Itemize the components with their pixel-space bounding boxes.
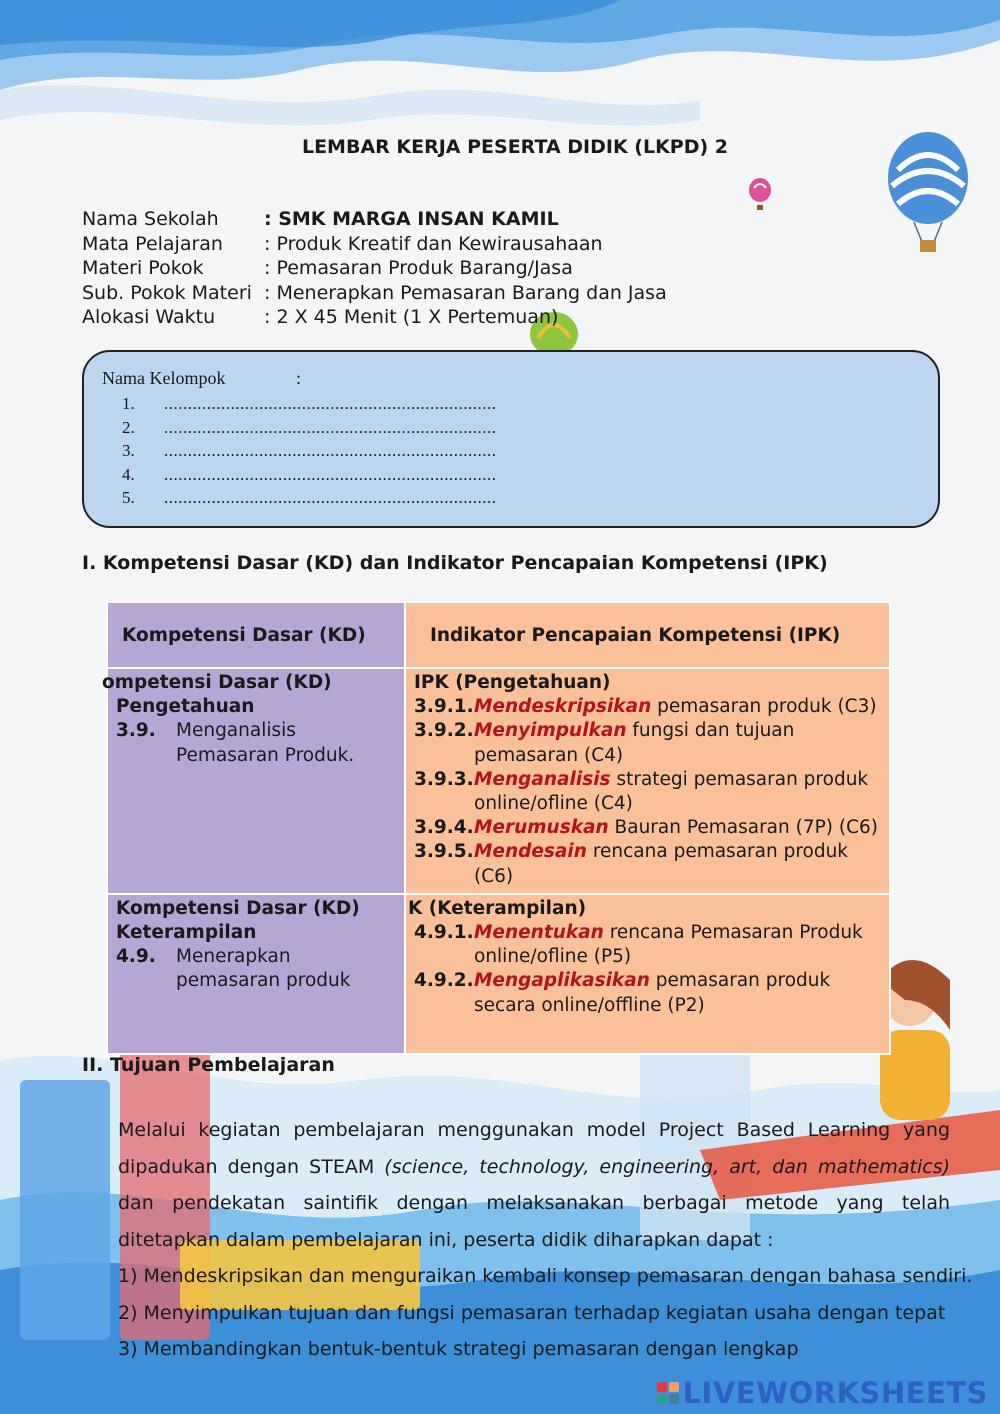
member-list (122, 392, 497, 510)
group-colon: : (296, 368, 302, 388)
header-ipk: Indikator Pencapaian Kompetensi (IPK) (405, 602, 890, 668)
ipk-item: 4.9.1. Menentukan rencana Pemasaran Produk online/ofline (P5) (414, 922, 863, 968)
table-header-row (107, 602, 890, 668)
group-members-box (82, 350, 940, 528)
info-label: Alokasi Waktu (82, 306, 216, 328)
info-value: : SMK MARGA INSAN KAMIL (264, 208, 559, 230)
info-label: Sub. Pokok Materi (82, 281, 252, 304)
member-line[interactable]: 1. ...................................................................... (122, 394, 497, 413)
ipk-skill-cell: K (Keterampilan) 4.9.1. Menentukan rencana Pemasaran Produk online/ofline (P5) 4.9.2. Mengaplikasikan pemasaran produk secara online/offline (P2) (405, 894, 890, 1054)
learning-objective-paragraph: Melalui kegiatan pembelajaran menggunakan model Project Based Learning yang dipadukan dengan STEAM (science, technology, engineering, art, dan mathematics) dan pendekatan saintifik dengan melaksanakan berbagai metode yang telah ditetapkan dalam pembelajaran ini, peserta didik diharapkan dapat : (118, 1119, 951, 1251)
member-line[interactable]: 2. ...................................................................... (122, 417, 497, 437)
info-label: Mata Pelajaran (82, 232, 223, 255)
info-row-topic (82, 256, 667, 281)
section-2-heading: II. Tujuan Pembelajaran (82, 1054, 335, 1076)
table-row (107, 894, 890, 1054)
info-row-subtopic (82, 281, 667, 306)
page-title: LEMBAR KERJA PESERTA DIDIK (LKPD) 2 (301, 136, 729, 158)
ipk-item: 3.9.3. Menganalisis strategi pemasaran produk online/ofline (C4) (414, 768, 869, 815)
liveworksheets-logo: LIVEWORKSHEETS (657, 1376, 988, 1410)
table-row (107, 668, 890, 894)
kd-ipk-table (102, 601, 891, 1055)
section-1-heading: I. Kompetensi Dasar (KD) dan Indikator Pencapaian Kompetensi (IPK) (82, 552, 828, 574)
info-label: Materi Pokok (82, 257, 204, 279)
logo-icon (657, 1382, 679, 1404)
top-wave-decoration (0, 0, 1000, 200)
kd-knowledge-cell: ompetensi Dasar (KD) Pengetahuan 3.9. Menganalisis Pemasaran Produk. (107, 668, 405, 894)
kd-skill-cell: Kompetensi Dasar (KD) Keterampilan 4.9. Menerapkan pemasaran produk (107, 894, 405, 1054)
info-row-school (82, 207, 667, 232)
group-label: Nama Kelompok (102, 368, 226, 388)
header-kd: Kompetensi Dasar (KD) (107, 602, 405, 668)
ipk-item: 3.9.1. Mendeskripsikan pemasaran produk (C3) (414, 696, 877, 718)
ipk-item: 3.9.4. Merumuskan Bauran Pemasaran (7P) (C6) (414, 817, 878, 839)
ipk-item: 3.9.2. Menyimpulkan fungsi dan tujuan pemasaran (C4) (414, 720, 795, 766)
info-value: : Pemasaran Produk Barang/Jasa (264, 257, 573, 279)
small-balloon-icon (746, 178, 774, 214)
ipk-item: 4.9.2. Mengaplikasikan pemasaran produk secara online/offline (P2) (414, 970, 831, 1016)
ipk-knowledge-cell: IPK (Pengetahuan) 3.9.1. Mendeskripsikan pemasaran produk (C3) 3.9.2. Menyimpulkan fungsi dan tujuan pemasaran (C4) 3.9.3. Menganalisis strategi pemasaran produk online/ofline (C4) 3.9.4. Merumuskan Bauran Pemasaran (7P) (C6) 3.9.5. Mendesain rencana pemasaran produk (C6) (405, 668, 890, 894)
member-line[interactable]: 3. ...................................................................... (122, 441, 497, 460)
list-item: 2) Menyimpulkan tujuan dan fungsi pemasaran terhadap kegiatan usaha dengan tepat (118, 1301, 946, 1324)
info-value: : Menerapkan Pemasaran Barang dan Jasa (264, 281, 667, 304)
ipk-item: 3.9.5. Mendesain rencana pemasaran produk (C6) (414, 841, 849, 887)
member-line[interactable]: 4. ...................................................................... (122, 464, 497, 484)
identity-block (82, 207, 667, 330)
info-value: : Produk Kreatif dan Kewirausahaan (264, 232, 603, 255)
list-item: 3) Membandingkan bentuk-bentuk strategi pemasaran dengan lengkap (118, 1338, 799, 1360)
info-row-time (82, 305, 667, 330)
info-label: Nama Sekolah (82, 208, 219, 230)
member-line[interactable]: 5. ...................................................................... (122, 488, 497, 507)
info-row-subject (82, 232, 667, 257)
list-item: 1) Mendeskripsikan dan menguraikan kembali konsep pemasaran dengan bahasa sendiri. (118, 1265, 973, 1287)
info-value: : 2 X 45 Menit (1 X Pertemuan) (264, 306, 559, 328)
goal-list (118, 1258, 972, 1368)
